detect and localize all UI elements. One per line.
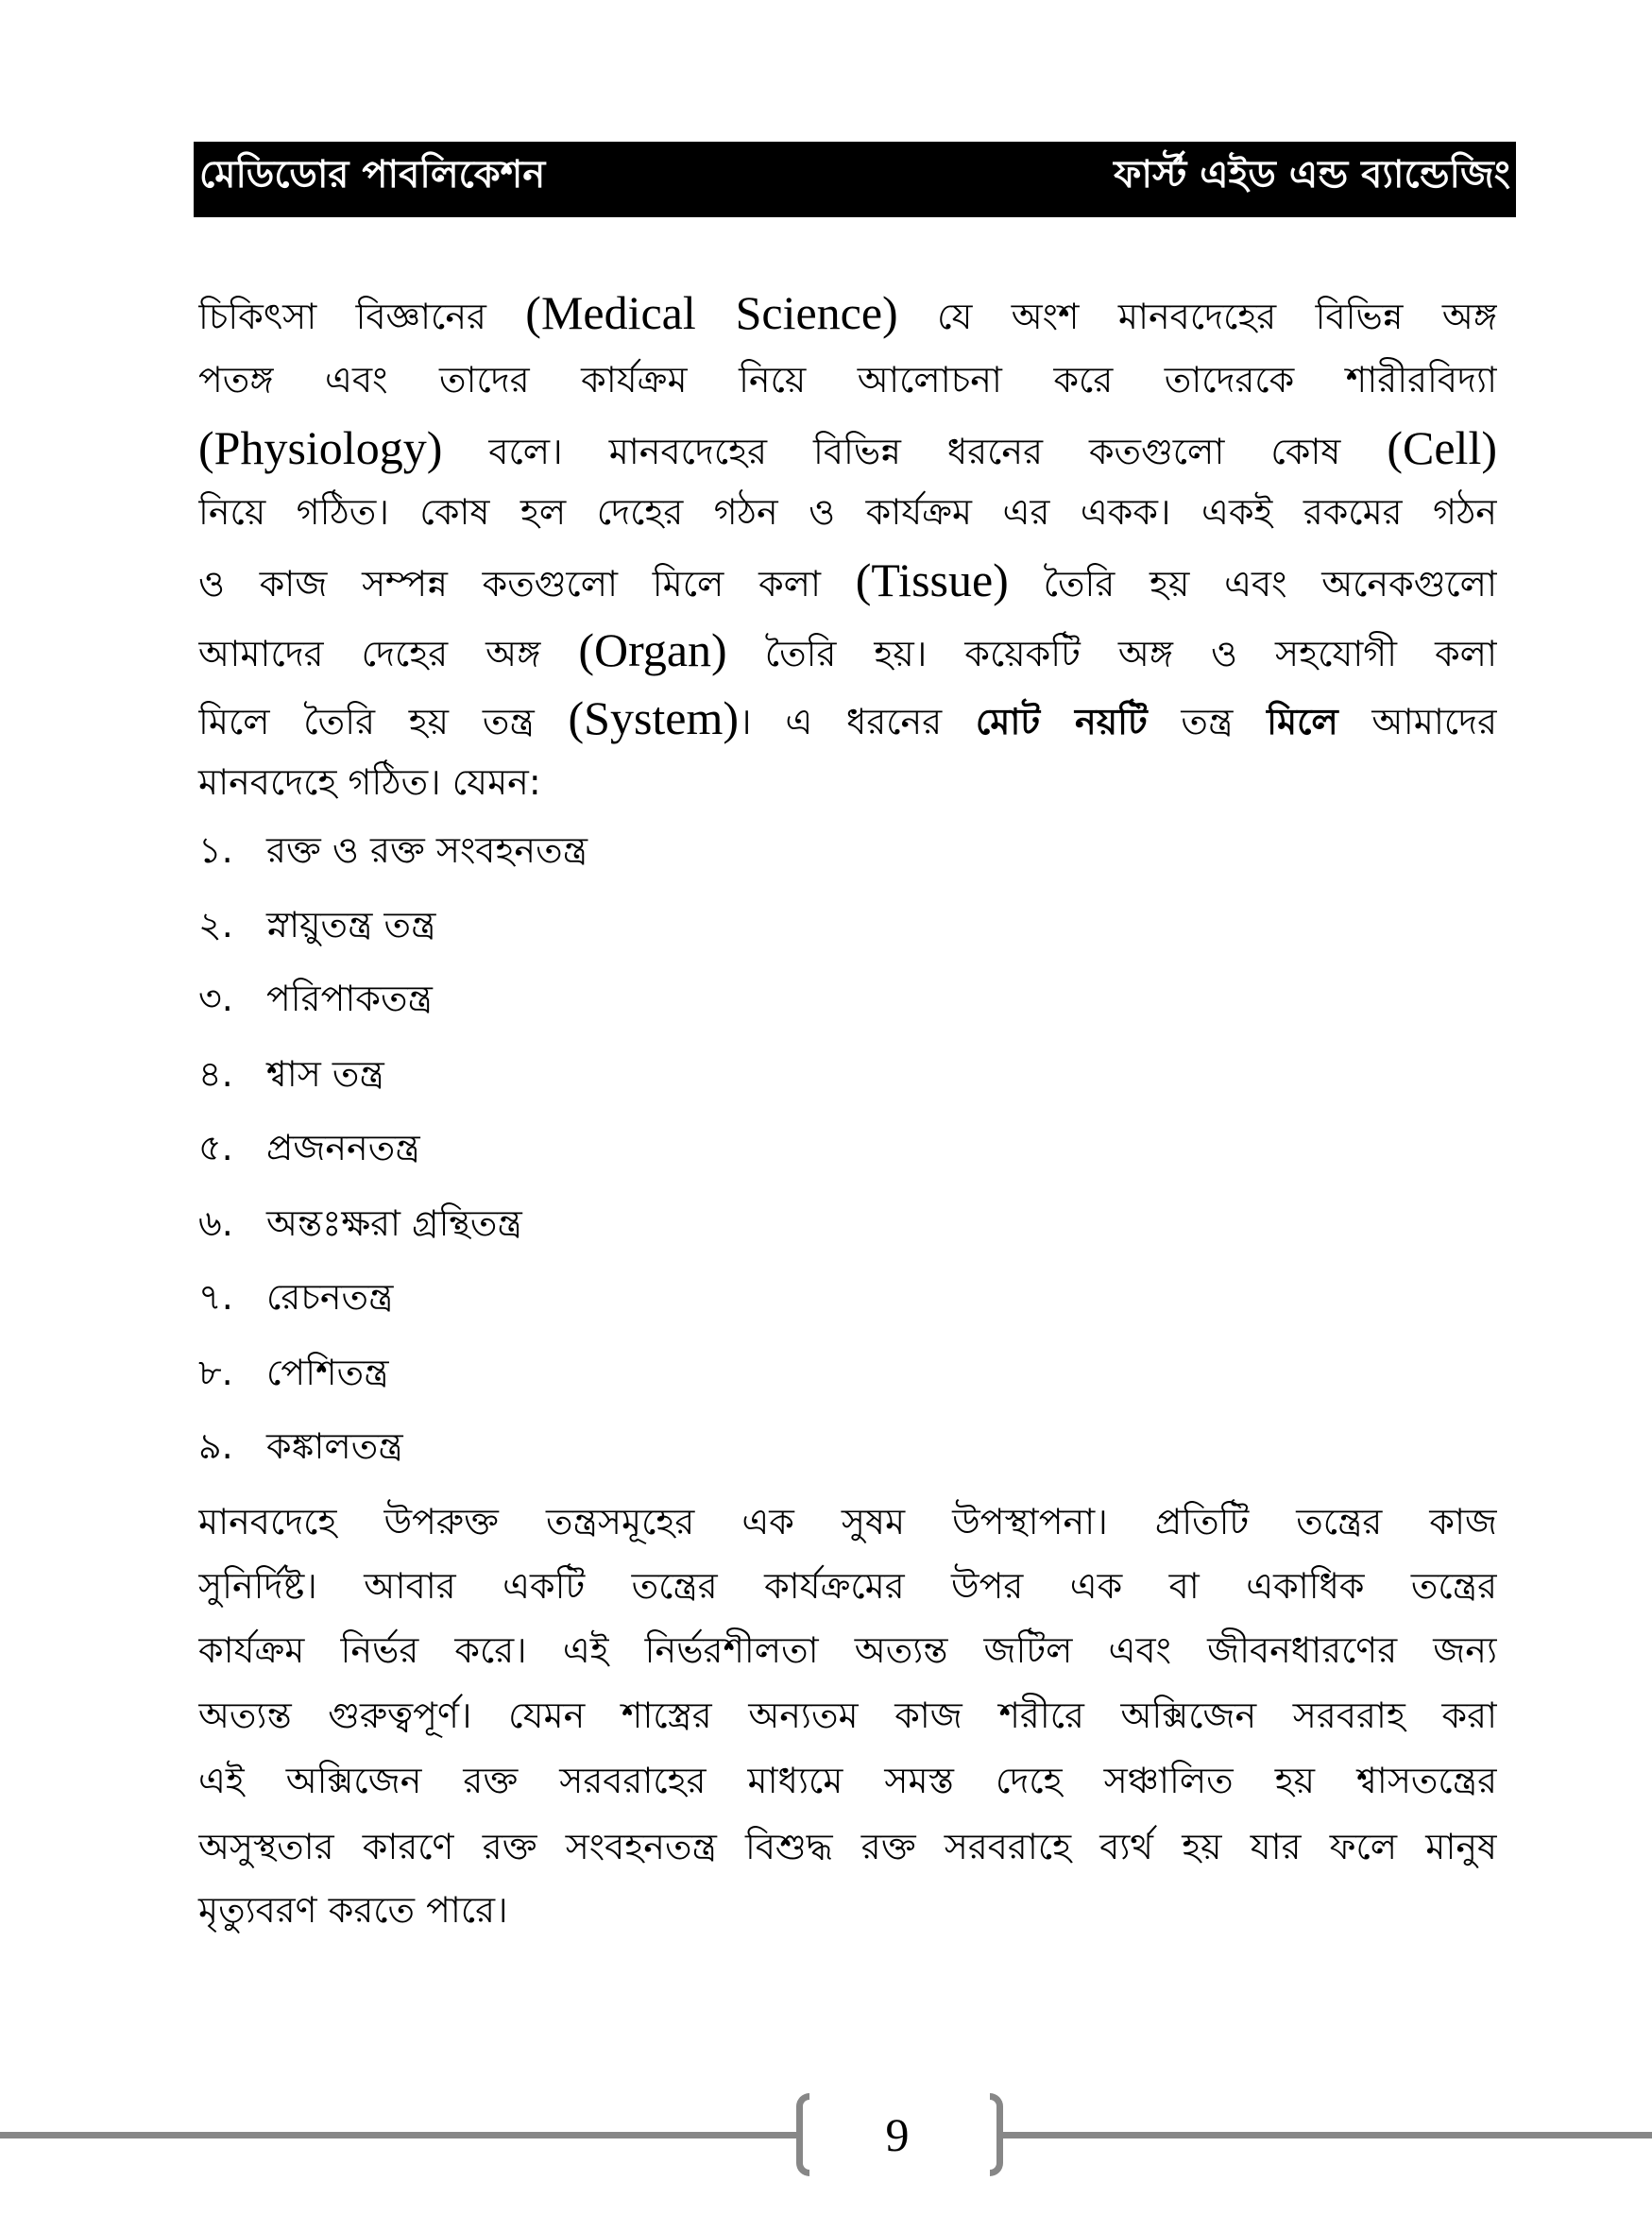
list-label: শ্বাস তন্ত্র [266, 1053, 384, 1095]
list-label: প্রজননতন্ত্র [266, 1127, 420, 1168]
list-label: রেচনতন্ত্র [266, 1276, 394, 1318]
list-label: পরিপাকতন্ত্র [266, 978, 433, 1019]
english-term: (System) [568, 691, 740, 744]
list-item [198, 1342, 1497, 1403]
paragraph-line [198, 1685, 1497, 1746]
bold-text: মিলে [1267, 701, 1338, 742]
text-segment: তন্ত্র [1147, 701, 1268, 742]
page-number: 9 [885, 2108, 910, 2161]
text-segment: মানবদেহে গঠিত। যেমন: [198, 761, 541, 803]
text-segment: যে অংশ মানবদেহের বিভিন্ন অঙ্গ [897, 296, 1497, 337]
english-term: (Physiology) [198, 421, 443, 474]
list-item [198, 820, 1497, 880]
text-segment: ও কাজ সম্পন্ন কতগুলো মিলে কলা [198, 563, 856, 605]
list-number: ৮. [198, 1352, 233, 1393]
paragraph-line [198, 1750, 1497, 1811]
paragraph-line [198, 688, 1497, 748]
list-item [198, 1117, 1497, 1178]
list-item [198, 968, 1497, 1029]
english-term: (Cell) [1387, 421, 1497, 474]
footer-rule-left [0, 2132, 796, 2138]
paragraph-line [198, 417, 1497, 478]
list-number: ২. [198, 904, 233, 946]
list-number: ৬. [198, 1202, 233, 1244]
text-segment: নিয়ে গঠিত। কোষ হল দেহের গঠন ও কার্যক্রম এর একক। একই রকমের গঠন [198, 491, 1497, 533]
text-segment: চিকিৎসা বিজ্ঞানের [198, 296, 526, 337]
text-segment: মিলে তৈরি হয় তন্ত্র [198, 701, 569, 742]
english-term: (Tissue) [855, 554, 1009, 606]
paragraph-line [198, 1620, 1497, 1680]
list-number: ৭. [198, 1276, 233, 1318]
text-segment: কার্যক্রম নির্ভর করে। এই নির্ভরশীলতা অত্যন্ত জটিল এবং জীবনধারণের জন্য [198, 1629, 1497, 1671]
english-term: (Organ) [578, 623, 727, 676]
paragraph-line [198, 1491, 1497, 1552]
list-number: ৩. [198, 978, 233, 1019]
text-segment: । এ ধরনের [739, 701, 976, 742]
text-segment: আমাদের দেহের অঙ্গ [198, 633, 579, 674]
paragraph-line [198, 550, 1497, 610]
text-segment: অত্যন্ত গুরুত্বপূর্ণ। যেমন শাস্ত্রের অন্যতম কাজ শরীরে অক্সিজেন সরবরাহ করা [198, 1695, 1497, 1736]
running-header [194, 142, 1516, 217]
paragraph-line [198, 1816, 1497, 1877]
text-segment: এই অক্সিজেন রক্ত সরবরাহের মাধ্যমে সমস্ত দেহে সঞ্চালিত হয় শ্বাসতন্ত্রের [198, 1760, 1497, 1801]
left-bracket [796, 2093, 809, 2176]
text-segment: পতঙ্গ এবং তাদের কার্যক্রম নিয়ে আলোচনা করে তাদেরকে শারীরবিদ্যা [198, 359, 1497, 400]
text-segment: মৃত্যুবরণ করতে পারে। [198, 1889, 508, 1931]
text-segment: অসুস্থতার কারণে রক্ত সংবহনতন্ত্র বিশুদ্ধ রক্ত সরবরাহে ব্যর্থ হয় যার ফলে মানুষ [198, 1826, 1497, 1867]
publisher-name: মেডিডোর পাবলিকেশন [199, 153, 546, 196]
paragraph-line [198, 482, 1497, 542]
list-item [198, 1044, 1497, 1104]
paragraph-line [198, 282, 1497, 343]
paragraph-line [198, 1880, 1497, 1940]
list-number: ৪. [198, 1053, 233, 1095]
footer-rule-right [1003, 2132, 1652, 2138]
paragraph-line [198, 620, 1497, 680]
list-number: ১. [198, 829, 233, 871]
list-label: অন্তঃক্ষরা গ্রন্থিতন্ত্র [266, 1202, 522, 1244]
list-number: ৯. [198, 1425, 233, 1467]
list-item [198, 1193, 1497, 1253]
paragraph-line [198, 349, 1497, 410]
list-label: কঙ্কালতন্ত্র [266, 1425, 403, 1467]
list-item [198, 1267, 1497, 1327]
list-number: ৫. [198, 1127, 233, 1168]
bold-text: মোট নয়টি [975, 701, 1148, 742]
list-item [198, 895, 1497, 955]
text-segment: মানবদেহে উপরুক্ত তন্ত্রসমূহের এক সুষম উপস্থাপনা। প্রতিটি তন্ত্রের কাজ [198, 1501, 1497, 1542]
paragraph-line [198, 1556, 1497, 1616]
text-segment: তৈরি হয় এবং অনেকগুলো [1008, 563, 1497, 605]
book-title: ফার্স্ট এইড এন্ড ব্যান্ডেজিং [1114, 153, 1510, 196]
list-label: পেশিতন্ত্র [266, 1352, 389, 1393]
list-item [198, 1416, 1497, 1476]
text-segment: সুনির্দিষ্ট। আবার একটি তন্ত্রের কার্যক্রমের উপর এক বা একাধিক তন্ত্রের [198, 1565, 1497, 1607]
text-segment: বলে। মানবদেহের বিভিন্ন ধরনের কতগুলো কোষ [442, 431, 1388, 472]
text-segment: তৈরি হয়। কয়েকটি অঙ্গ ও সহযোগী কলা [726, 633, 1497, 674]
english-term: (Medical Science) [525, 286, 898, 339]
list-label: রক্ত ও রক্ত সংবহনতন্ত্র [266, 829, 588, 871]
list-label: স্নায়ুতন্ত্র তন্ত্র [266, 904, 436, 946]
text-segment: আমাদের [1337, 701, 1497, 742]
paragraph-line [198, 752, 1497, 812]
right-bracket [990, 2093, 1003, 2176]
